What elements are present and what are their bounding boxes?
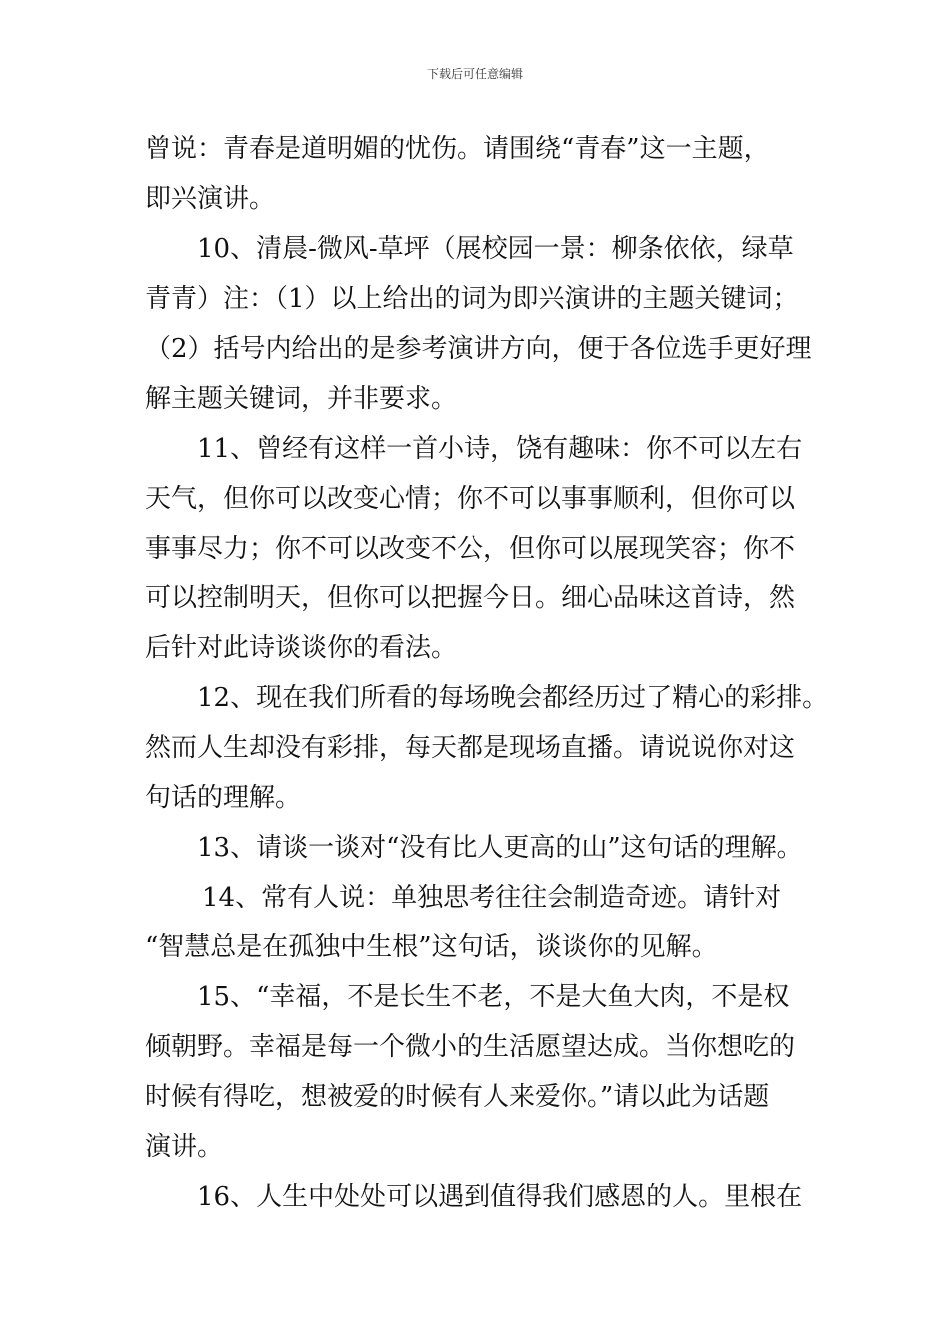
text-line: 10、清晨-微风-草坪（展校园一景：柳条依依，绿草 [197,234,794,264]
text-line: 青青）注：（1）以上给出的词为即兴演讲的主题关键词； [145,284,799,314]
text-line: 时候有得吃，想被爱的时候有人来爱你。”请以此为话题 [145,1082,770,1112]
text-line: “智慧总是在孤独中生根”这句话，谈谈你的见解。 [145,932,718,962]
text-line: 14、常有人说：单独思考往往会制造奇迹。请针对 [202,883,782,913]
text-line: 句话的理解。 [145,783,302,813]
text-line: 曾说：青春是道明媚的忧伤。请围绕“青春”这一主题， [145,134,770,164]
text-line: 演讲。 [145,1132,224,1162]
text-line: 可以控制明天，但你可以把握今日。细心品味这首诗，然 [145,583,796,613]
text-line: 然而人生却没有彩排，每天都是现场直播。请说说你对这 [145,733,796,763]
text-line: 11、曾经有这样一首小诗，饶有趣味：你不可以左右 [197,434,803,464]
text-line: 解主题关键词，并非要求。 [145,384,458,414]
text-line: （2）括号内给出的是参考演讲方向，便于各位选手更好理 [145,334,812,364]
text-line: 事事尽力；你不可以改变不公，但你可以展现笑容；你不 [145,534,796,564]
text-line: 即兴演讲。 [145,184,276,214]
text-line: 15、“幸福，不是长生不老，不是大鱼大肉，不是权 [197,982,790,1012]
text-line: 后针对此诗谈谈你的看法。 [145,633,458,663]
text-line: 天气，但你可以改变心情；你不可以事事顺利，但你可以 [145,484,796,514]
text-line: 13、请谈一谈对“没有比人更高的山”这句话的理解。 [197,833,803,863]
page-header: 下载后可任意编辑 [426,67,523,81]
text-line: 倾朝野。幸福是每一个微小的生活愿望达成。当你想吃的 [145,1032,796,1062]
text-line: 16、人生中处处可以遇到值得我们感恩的人。里根在 [197,1182,803,1212]
text-line: 12、现在我们所看的每场晚会都经历过了精心的彩排。 [197,683,829,713]
